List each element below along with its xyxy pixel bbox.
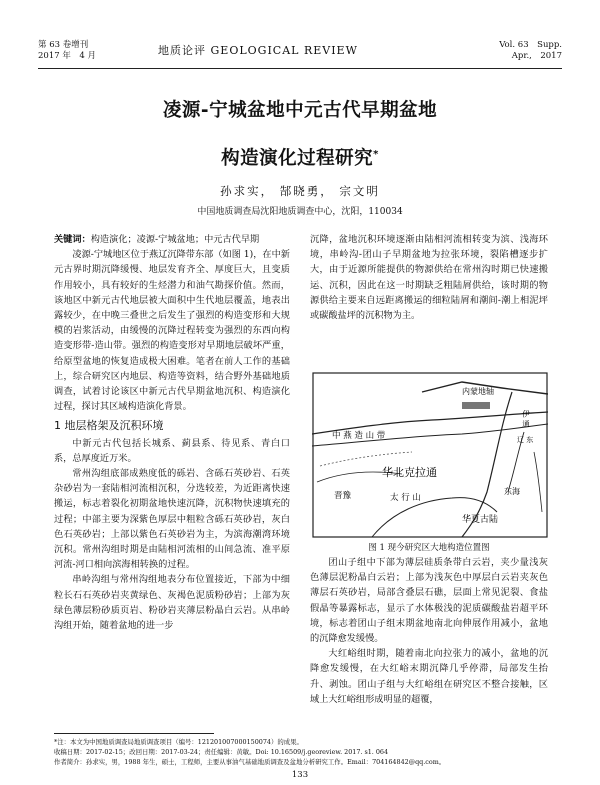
map-label-huabei: 华北克拉通 [382,466,437,479]
map-label-yanliao: 中 燕 造 山 带 [332,431,386,441]
date-line-en: Apr., 2017 [511,51,562,61]
paragraph-continued: 沉降，盆地沉积环境逐渐由陆相河流相转变为滨、浅海环境，串岭沟-团山子早期盆地为拉张环境，裂陷槽逐步扩大，由于近源所能提供的物源供给在常州沟时期已快速搬运、沉积，因此在这一时期缺乏粗陆屑供给，该时期的物源供给主要来自远距离搬运的细粒陆屑和潮间-潮上相泥坪或碳酸盐坪的沉积物为主。 [310,234,548,322]
journal-name: 地质论评 GEOLOGICAL REVIEW [158,44,358,57]
paragraph-intro: 凌源-宁城地区位于燕辽沉降带东部（如图 1)，在中新元古界时期沉降缓慢、地层发育齐全、厚度巨大，且变质作用较小，具有较好的生烃潜力和油气勘探价值。然而，该地区中新元古代地层被大面积中生代地层覆盖，地表出露较少，在中晚三叠世之后发生了强烈的构造变形和大规模的岩浆活动，由缓慢的沉降过程转变为强烈的东西向构造变形带-造山带。强烈的构造变形对早期地层破坏严重，给原型盆地的恢复造成极大困难。笔者在前人工作的基础上，综合研究区内地层、构造等资料，结合野外基础地质调查，试着讨论该区中新元古代早期盆地沉积、构造演化过程，探讨其区域构造演化背景。 [54,249,290,413]
map-label-yitong: 伊 通 [521,410,531,428]
paper-title-line2 [0,144,600,170]
map-label-inner-mongolia: 内蒙地轴 [462,387,494,396]
keywords-label: 关键词： [54,234,91,245]
affiliation: 中国地质调查局沈阳地质调查中心，沈阳，110034 [197,207,403,217]
paragraph: 常州沟组底部成熟度低的砾岩、含砾石英砂岩、石英杂砂岩为一套陆相河流相沉积，分选较差，为近距离快速搬运，标志着裂化初期盆地快速沉降，沉积物快速填充的过程；中部主要为深紫色厚层中粗粒含砾石英砂岩，灰白色石英砂岩；上部以紫色石英砂岩为主，为滨海潮湾环境沉积。常州沟组时期是由陆相河流相的山间急流、准平原河流-河口相向滨海相转换的过程。 [54,468,290,571]
map-label-liaodong: 辽 东 [517,436,534,444]
right-column-bottom [310,555,548,707]
volume-info-en [499,40,562,62]
authors: 孙求实， 郜晓勇， 宗文明 [220,184,380,198]
title-text: 构造演化过程研究 [221,148,374,169]
section-heading: 1 地层格架及沉积环境 [54,419,164,433]
map-label-east-sea: 东海 [504,487,520,496]
paragraph: 大红峪组时期，随着南北向拉张力的减小，盆地的沉降愈发缓慢，在大红峪末期沉降几乎停滞，局部发生抬升、剥蚀。团山子组与大红峪组在研究区不整合接触，区域上大红峪组形成明显的超覆， [310,648,548,705]
map-label-jinyu: 晋豫 [334,491,352,501]
footnote-dates: 收稿日期：2017-02-15；改回日期：2017-03-24；责任编辑：黄敏。Doi: 10.16509/j.georeview. 2017. s1. 064 [54,748,389,756]
map-label-huaxia: 华夏古陆 [462,515,499,525]
left-column [54,232,290,633]
tectonic-location-map [312,372,548,538]
date-line: 2017 年 4 月 [38,51,96,61]
volume-line: 第 63 卷增刊 [38,40,89,50]
paragraph: 串岭沟组与常州沟组地表分布位置接近，下部为中细粒长石石英砂岩夹黄绿色、灰褐色泥质粉砂岩；上部为灰绿色薄层粉砂质页岩、粉砂岩夹薄层粉晶白云岩。从串岭沟组开始，随着盆地的进一步 [54,574,290,632]
paper-title-line1: 凌源-宁城盆地中元古代早期盆地 [162,100,438,121]
right-column-top [310,232,548,323]
footnote-author: 作者简介：孙求实，男，1988 年生，硕士，工程师，主要从事油气基础地质调查及盆地分析研究工作。Email：704164842@qq.com。 [54,758,446,766]
running-header [38,40,562,66]
page-number: 133 [291,770,309,780]
keywords [54,232,290,247]
figure-caption: 图 1 现今研究区大地构造位置图 [368,543,490,553]
volume-info [38,40,96,62]
paragraph: 中新元古代包括长城系、蓟县系、待见系、青白口系，总厚度近万米。 [54,437,290,464]
paragraph: 团山子组中下部为薄层硅质条带白云岩，夹少量浅灰色薄层泥粉晶白云岩；上部为浅灰色中厚层白云岩夹灰色薄层石英砂岩，局部含叠层石礁，层面上常见泥裂、食盐假晶等暴露标志，显示了水体极浅的泥质碳酸盐岩超平环境，标志着团山子组末期盆地南北向伸展作用减小，盆地的沉降愈发缓慢。 [310,557,548,645]
map-label-taihang: 太 行 山 [390,493,421,503]
header-rule [38,68,562,69]
title-footnote-mark: * [373,148,379,160]
footnote-funding: *注：本文为中国地质调查局地质调查项目（编号：121201007000150074）的成果。 [54,738,303,746]
keywords-text: 构造演化；凌源-宁城盆地；中元古代早期 [90,234,260,245]
footnote [54,737,554,767]
volume-line-en: Vol. 63 Supp. [499,40,562,50]
footnote-rule [54,733,214,734]
